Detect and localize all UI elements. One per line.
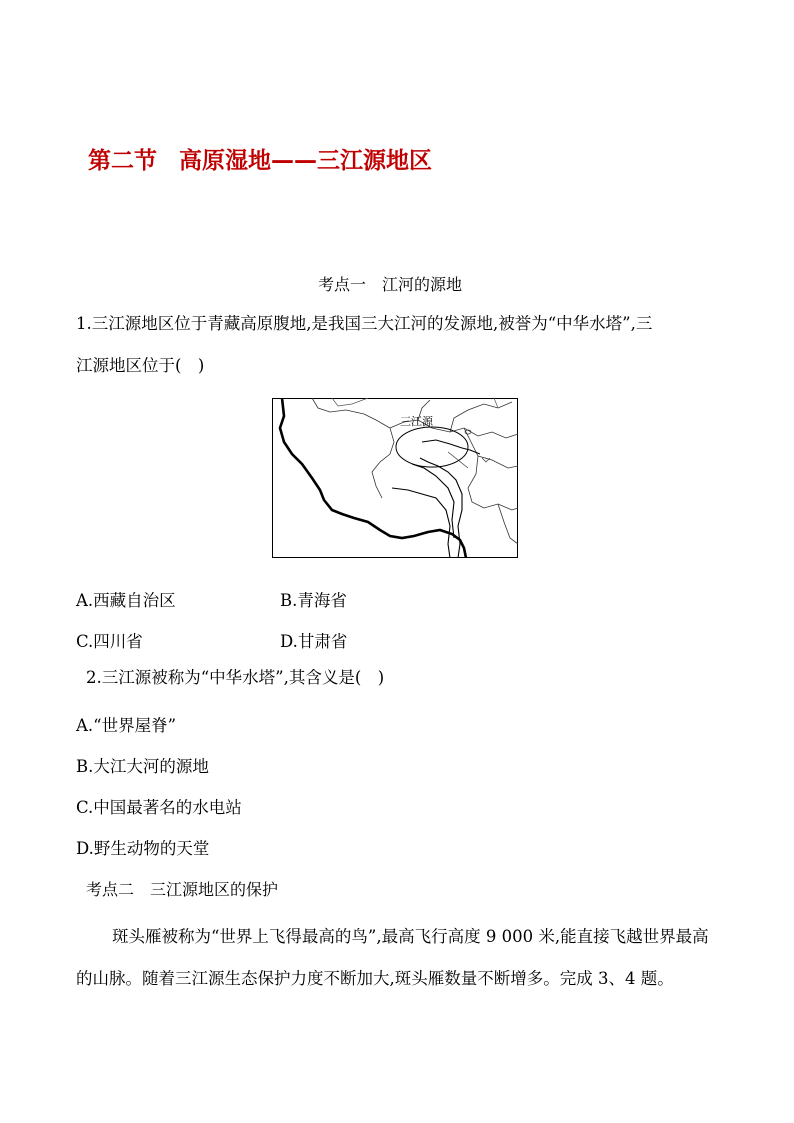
- topic-2-label: 考点二: [86, 880, 135, 899]
- section-title: 高原湿地——三江源地区: [179, 148, 432, 174]
- sanjiangyuan-map: [272, 398, 518, 558]
- q1-option-d: D.甘肃省: [280, 632, 348, 651]
- topic-1-label: 考点一: [318, 275, 367, 294]
- q2-option-a: A.“世界屋脊”: [76, 716, 177, 735]
- q1-option-c: C.四川省: [76, 632, 143, 651]
- topic-1-heading: [318, 272, 462, 295]
- section-label: 第二节: [88, 148, 157, 174]
- q2-option-d: D.野生动物的天堂: [76, 839, 210, 858]
- topic-2-title: 三江源地区的保护: [150, 880, 279, 899]
- q2-option-b: B.大江大河的源地: [76, 757, 209, 776]
- passage-text: 斑头雁被称为“世界上飞得最高的鸟”,最高飞行高度 9 000 米,能直接飞越世界最高的山脉。随着三江源生态保护力度不断加大,斑头雁数量不断增多。完成 3、4 题。: [76, 927, 709, 988]
- page-title: [88, 142, 432, 175]
- q2-option-c: C.中国最著名的水电站: [76, 798, 242, 817]
- q1-option-b: B.青海省: [280, 591, 347, 610]
- q1-stem-line1: 1.三江源地区位于青藏高原腹地,是我国三大江河的发源地,被誉为“中华水塔”,三: [76, 314, 653, 333]
- q2-stem: 2.三江源被称为“中华水塔”,其含义是( ): [86, 668, 385, 687]
- map-label-sanjiangyuan: 三江源: [400, 415, 433, 428]
- q1-option-a: A.西藏自治区: [76, 591, 176, 610]
- topic-1-title: 江河的源地: [382, 275, 463, 294]
- passage: [76, 916, 716, 1000]
- q1-stem-line2: 江源地区位于( ): [76, 356, 205, 375]
- topic-2-heading: [86, 877, 278, 900]
